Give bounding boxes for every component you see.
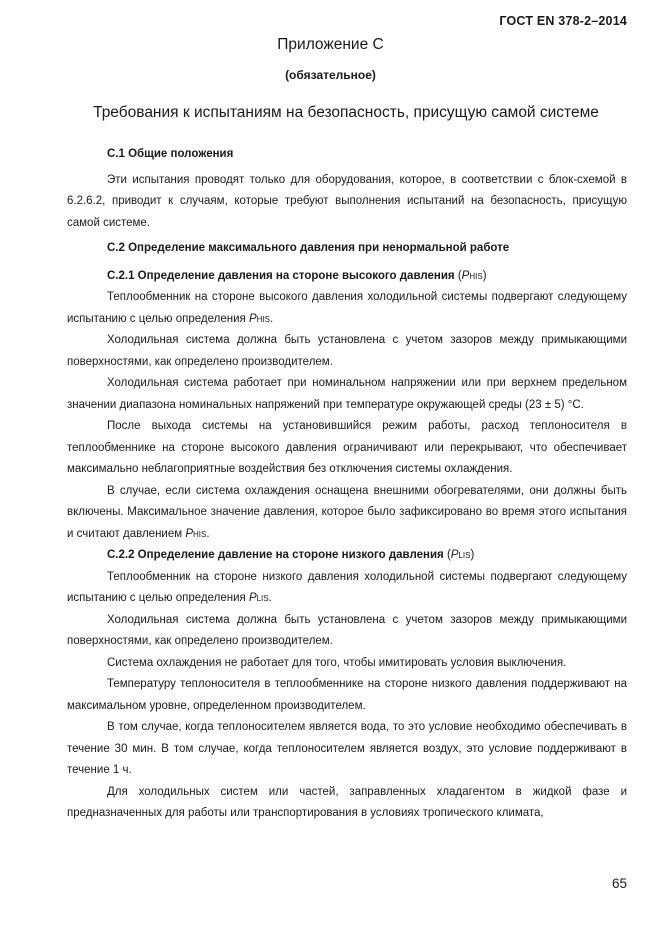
annex-heading: Требования к испытаниям на безопасность, присущую самой системе (93, 104, 599, 121)
paragraph: В случае, если система охлаждения оснащена внешними обогревателями, они должны быть включены. Максимальное значение давления, которое было зафиксировано во время этого испытания и считают давлением PHIS. (67, 484, 627, 540)
symbol-phis: (PHIS) (454, 269, 487, 282)
paragraph: Эти испытания проводят только для оборудования, которое, в соответствии с блок-схемой в 6.2.6.2, приводит к случаям, которые требуют выполнения испытаний на безопасность, присущую самой системе. (67, 173, 627, 229)
document-body (67, 144, 627, 825)
section-c1-heading: С.1 Общие положения (107, 148, 234, 160)
paragraph: Для холодильных систем или частей, заправленных хладагентом в жидкой фазе и предназначенных для работы или транспортирования в условиях тропического климата, (67, 785, 627, 819)
section-c21-heading-text: С.2.1 Определение давления на стороне высокого давления (107, 269, 455, 282)
paragraph: В том случае, когда теплоносителем является вода, то это условие необходимо обеспечивать в течение 30 мин. В том случае, когда теплоносителем является воздух, это условие поддерживают в течение 1 ч. (67, 721, 627, 776)
paragraph: После выхода системы на установившийся режим работы, расход теплоносителя в теплообменнике на стороне высокого давления ограничивают или перекрывают, что обеспечивает максимально неблагоприятные воздействия без отключения системы охлаждения. (67, 420, 627, 475)
page-number: 65 (611, 876, 627, 891)
paragraph: Система охлаждения не работает для того, чтобы имитировать условия выключения. (107, 656, 567, 669)
paragraph: Теплообменник на стороне низкого давления холодильной системы подвергают следующему испытанию с целью определения PLIS. (67, 570, 627, 604)
paragraph: Холодильная система должна быть установлена с учетом зазоров между примыкающими поверхностями, как определено производителем. (67, 334, 627, 368)
paragraph: Теплообменник на стороне высокого давления холодильной системы подвергают следующему испытанию с целью определения PHIS. (67, 291, 627, 325)
section-c22-heading-text: С.2.2 Определение давление на стороне низкого давления (107, 549, 444, 561)
paragraph: Холодильная система работает при номинальном напряжении или при верхнем предельном значении диапазона номинальных напряжений при температуре окружающей среды (23 ± 5) °С. (67, 377, 627, 411)
annex-title: Приложение С (277, 36, 384, 53)
paragraph: Холодильная система должна быть установлена с учетом зазоров между примыкающими поверхностями, как определено производителем. (67, 613, 627, 647)
section-c22-heading (67, 545, 627, 567)
standard-designation: ГОСТ EN 378-2–2014 (499, 14, 627, 28)
paragraph: Температуру теплоносителя в теплообменнике на стороне низкого давления поддерживают на максимальном уровне, определенном производителем. (67, 678, 627, 712)
section-c21-heading (67, 266, 627, 288)
section-c2-heading: С.2 Определение максимального давления при ненормальной работе (107, 242, 510, 254)
annex-status: (обязательное) (285, 68, 376, 82)
symbol-plis: (PLIS) (443, 549, 475, 561)
